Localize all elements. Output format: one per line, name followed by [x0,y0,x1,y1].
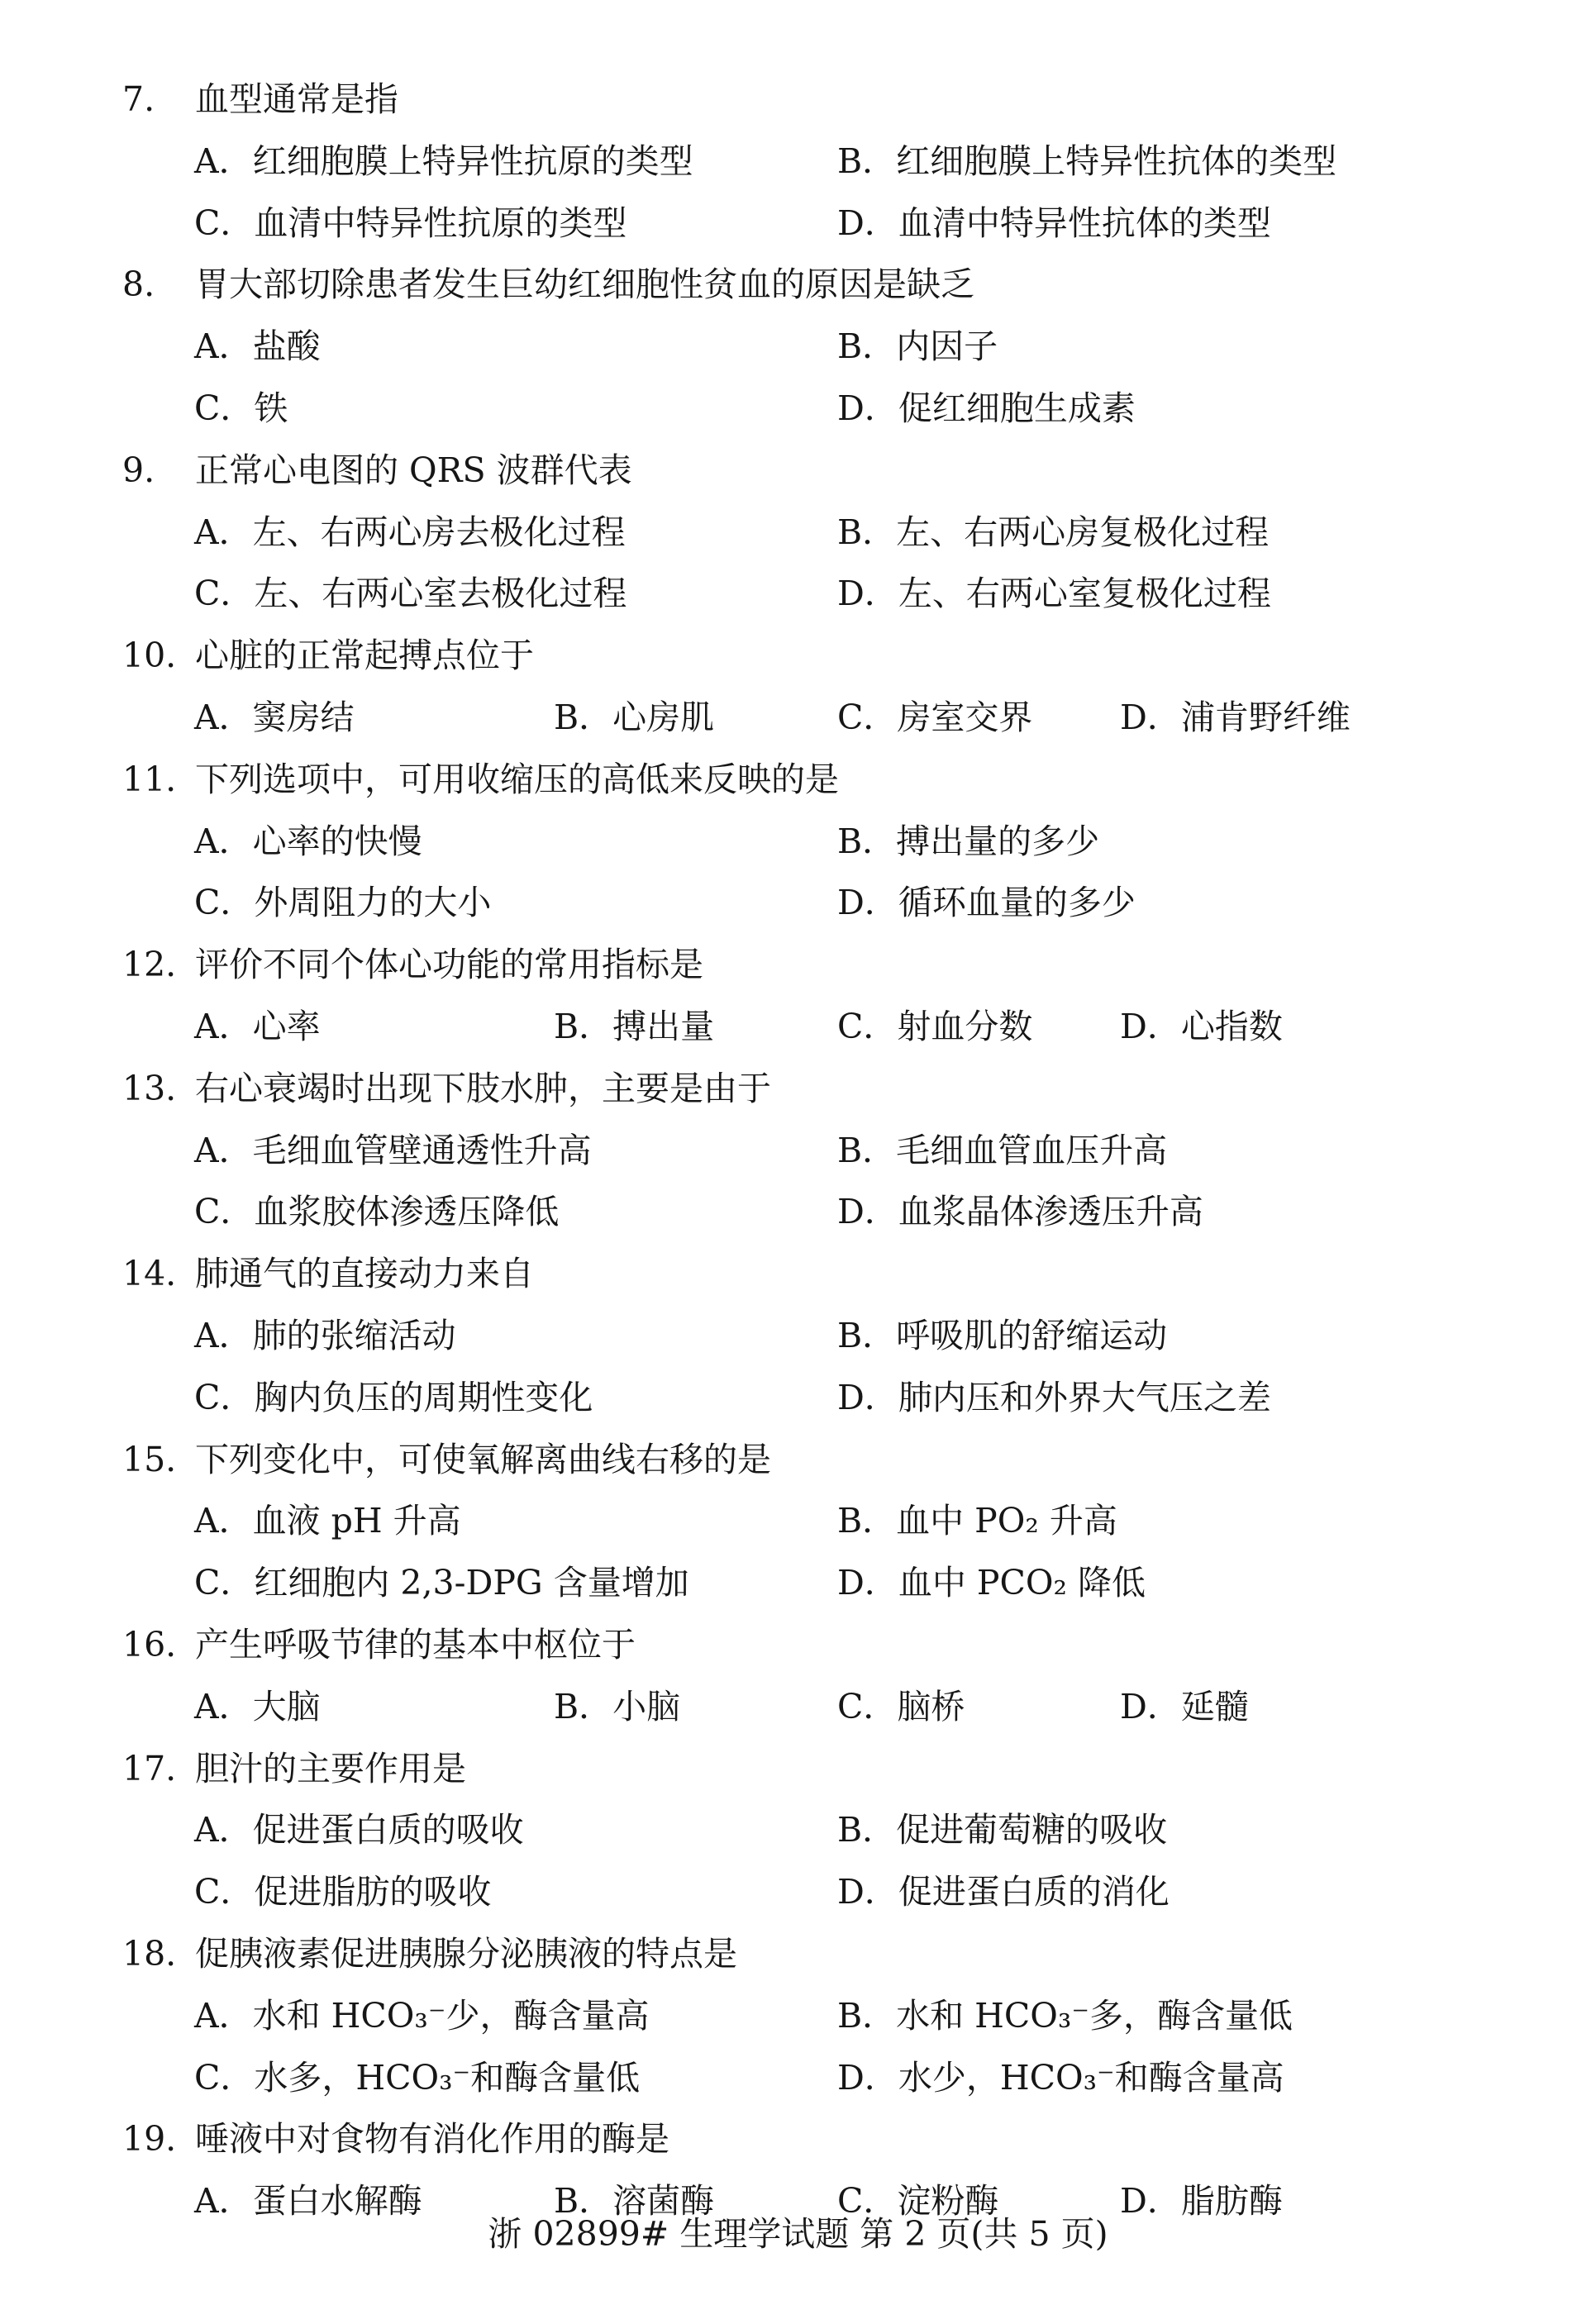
question-text: 产生呼吸节律的基本中枢位于 [195,1625,636,1664]
option-d: D．血浆晶体渗透压升高 [837,1192,1203,1232]
question-text: 右心衰竭时出现下肢水肿，主要是由于 [195,1068,771,1108]
option-a: A．红细胞膜上特异性抗原的类型 [194,140,693,181]
question-stem [122,1068,771,1109]
option-a: A．促进蛋白质的吸收 [194,1810,524,1850]
question-stem [122,1253,534,1294]
option-d: D．脂肪酶 [1120,2181,1283,2222]
question-text: 血型通常是指 [195,79,398,119]
option-d: D．延髓 [1120,1686,1249,1726]
option-a: A．心率的快慢 [194,821,422,861]
question-stem [122,2118,669,2160]
question-number: 18. [122,1934,177,1974]
option-a: A．大脑 [194,1686,321,1726]
question-text: 心脏的正常起搏点位于 [195,636,534,676]
option-d: D．循环血量的多少 [837,883,1136,923]
option-c: C．淀粉酶 [837,2181,999,2222]
option-a: A．心率 [194,1007,321,1046]
option-d: D．左、右两心室复极化过程 [837,574,1271,614]
option-a: A．窦房结 [194,698,355,737]
question-text: 胆汁的主要作用是 [195,1748,466,1788]
option-c: C．血清中特异性抗原的类型 [194,202,627,243]
option-b: B．呼吸肌的舒缩运动 [837,1316,1168,1355]
option-b: B．搏出量的多少 [837,821,1100,861]
question-number: 8. [122,264,155,305]
question-stem [122,635,534,676]
option-c: C．红细胞内 2,3-DPG 含量增加 [194,1563,689,1603]
option-a: A．血液 pH 升高 [194,1501,461,1541]
option-c: C．房室交界 [837,698,1033,737]
option-d: D．促红细胞生成素 [837,388,1136,428]
option-d: D．血中 PCO₂ 降低 [837,1563,1146,1603]
question-number: 11. [122,759,177,799]
question-number: 7. [122,79,155,119]
option-a: A．毛细血管壁通透性升高 [194,1130,592,1170]
option-b: B．内因子 [837,326,998,367]
question-text: 下列变化中，可使氧解离曲线右移的是 [195,1439,771,1479]
question-stem [122,79,398,120]
option-a: A．水和 HCO₃⁻少，酶含量高 [194,1995,650,2036]
option-a: A．蛋白水解酶 [194,2181,422,2222]
option-c: C．脑桥 [837,1686,965,1726]
option-d: D．血清中特异性抗体的类型 [837,202,1271,243]
option-c: C．水多，HCO₃⁻和酶含量低 [194,2057,641,2098]
question-stem [122,1748,466,1789]
option-b: B．小脑 [554,1686,681,1726]
question-number: 16. [122,1625,177,1664]
option-b: B．心房肌 [554,698,715,737]
question-stem [122,1624,636,1665]
option-c: C．血浆胶体渗透压降低 [194,1192,560,1232]
option-b: B．左、右两心房复极化过程 [837,512,1270,552]
question-stem [122,450,632,491]
option-a: A．左、右两心房去极化过程 [194,512,626,552]
option-d: D．水少，HCO₃⁻和酶含量高 [837,2057,1284,2098]
option-d: D．促进蛋白质的消化 [837,1872,1170,1912]
option-a: A．盐酸 [194,326,321,367]
question-stem [122,944,703,985]
question-text: 正常心电图的 QRS 波群代表 [195,450,632,490]
option-b: B．血中 PO₂ 升高 [837,1501,1117,1541]
question-number: 13. [122,1068,177,1108]
option-b: B．红细胞膜上特异性抗体的类型 [837,140,1337,181]
option-b: B．搏出量 [554,1007,715,1046]
question-number: 17. [122,1748,177,1788]
option-b: B．水和 HCO₃⁻多，酶含量低 [837,1995,1293,2036]
option-b: B．毛细血管血压升高 [837,1130,1168,1170]
option-b: B．促进葡萄糖的吸收 [837,1810,1168,1850]
question-text: 促胰液素促进胰腺分泌胰液的特点是 [195,1934,737,1974]
question-text: 评价不同个体心功能的常用指标是 [195,945,703,985]
question-number: 15. [122,1439,177,1479]
option-c: C．外周阻力的大小 [194,883,492,923]
question-number: 12. [122,945,177,985]
option-b: B．溶菌酶 [554,2181,715,2222]
question-text: 下列选项中，可用收缩压的高低来反映的是 [195,759,839,799]
option-c: C．促进脂肪的吸收 [194,1872,492,1912]
option-c: C．胸内负压的周期性变化 [194,1377,593,1417]
question-text: 唾液中对食物有消化作用的酶是 [195,2119,669,2160]
option-c: C．铁 [194,388,288,428]
option-d: D．肺内压和外界大气压之差 [837,1377,1271,1417]
question-stem [122,264,974,305]
question-text: 胃大部切除患者发生巨幼红细胞性贫血的原因是缺乏 [195,264,974,305]
question-number: 10. [122,636,177,676]
question-number: 14. [122,1254,177,1294]
question-stem [122,1439,771,1480]
page-footer: 浙 02899# 生理学试题 第 2 页(共 5 页) [488,2214,1108,2254]
question-text: 肺通气的直接动力来自 [195,1254,534,1294]
question-stem [122,759,839,800]
option-c: C．左、右两心室去极化过程 [194,574,627,614]
option-d: D．浦肯野纤维 [1120,698,1351,737]
option-a: A．肺的张缩活动 [194,1316,456,1355]
question-stem [122,1933,737,1974]
question-number: 19. [122,2119,177,2160]
option-d: D．心指数 [1120,1007,1283,1046]
question-number: 9. [122,450,155,490]
option-c: C．射血分数 [837,1007,1033,1046]
